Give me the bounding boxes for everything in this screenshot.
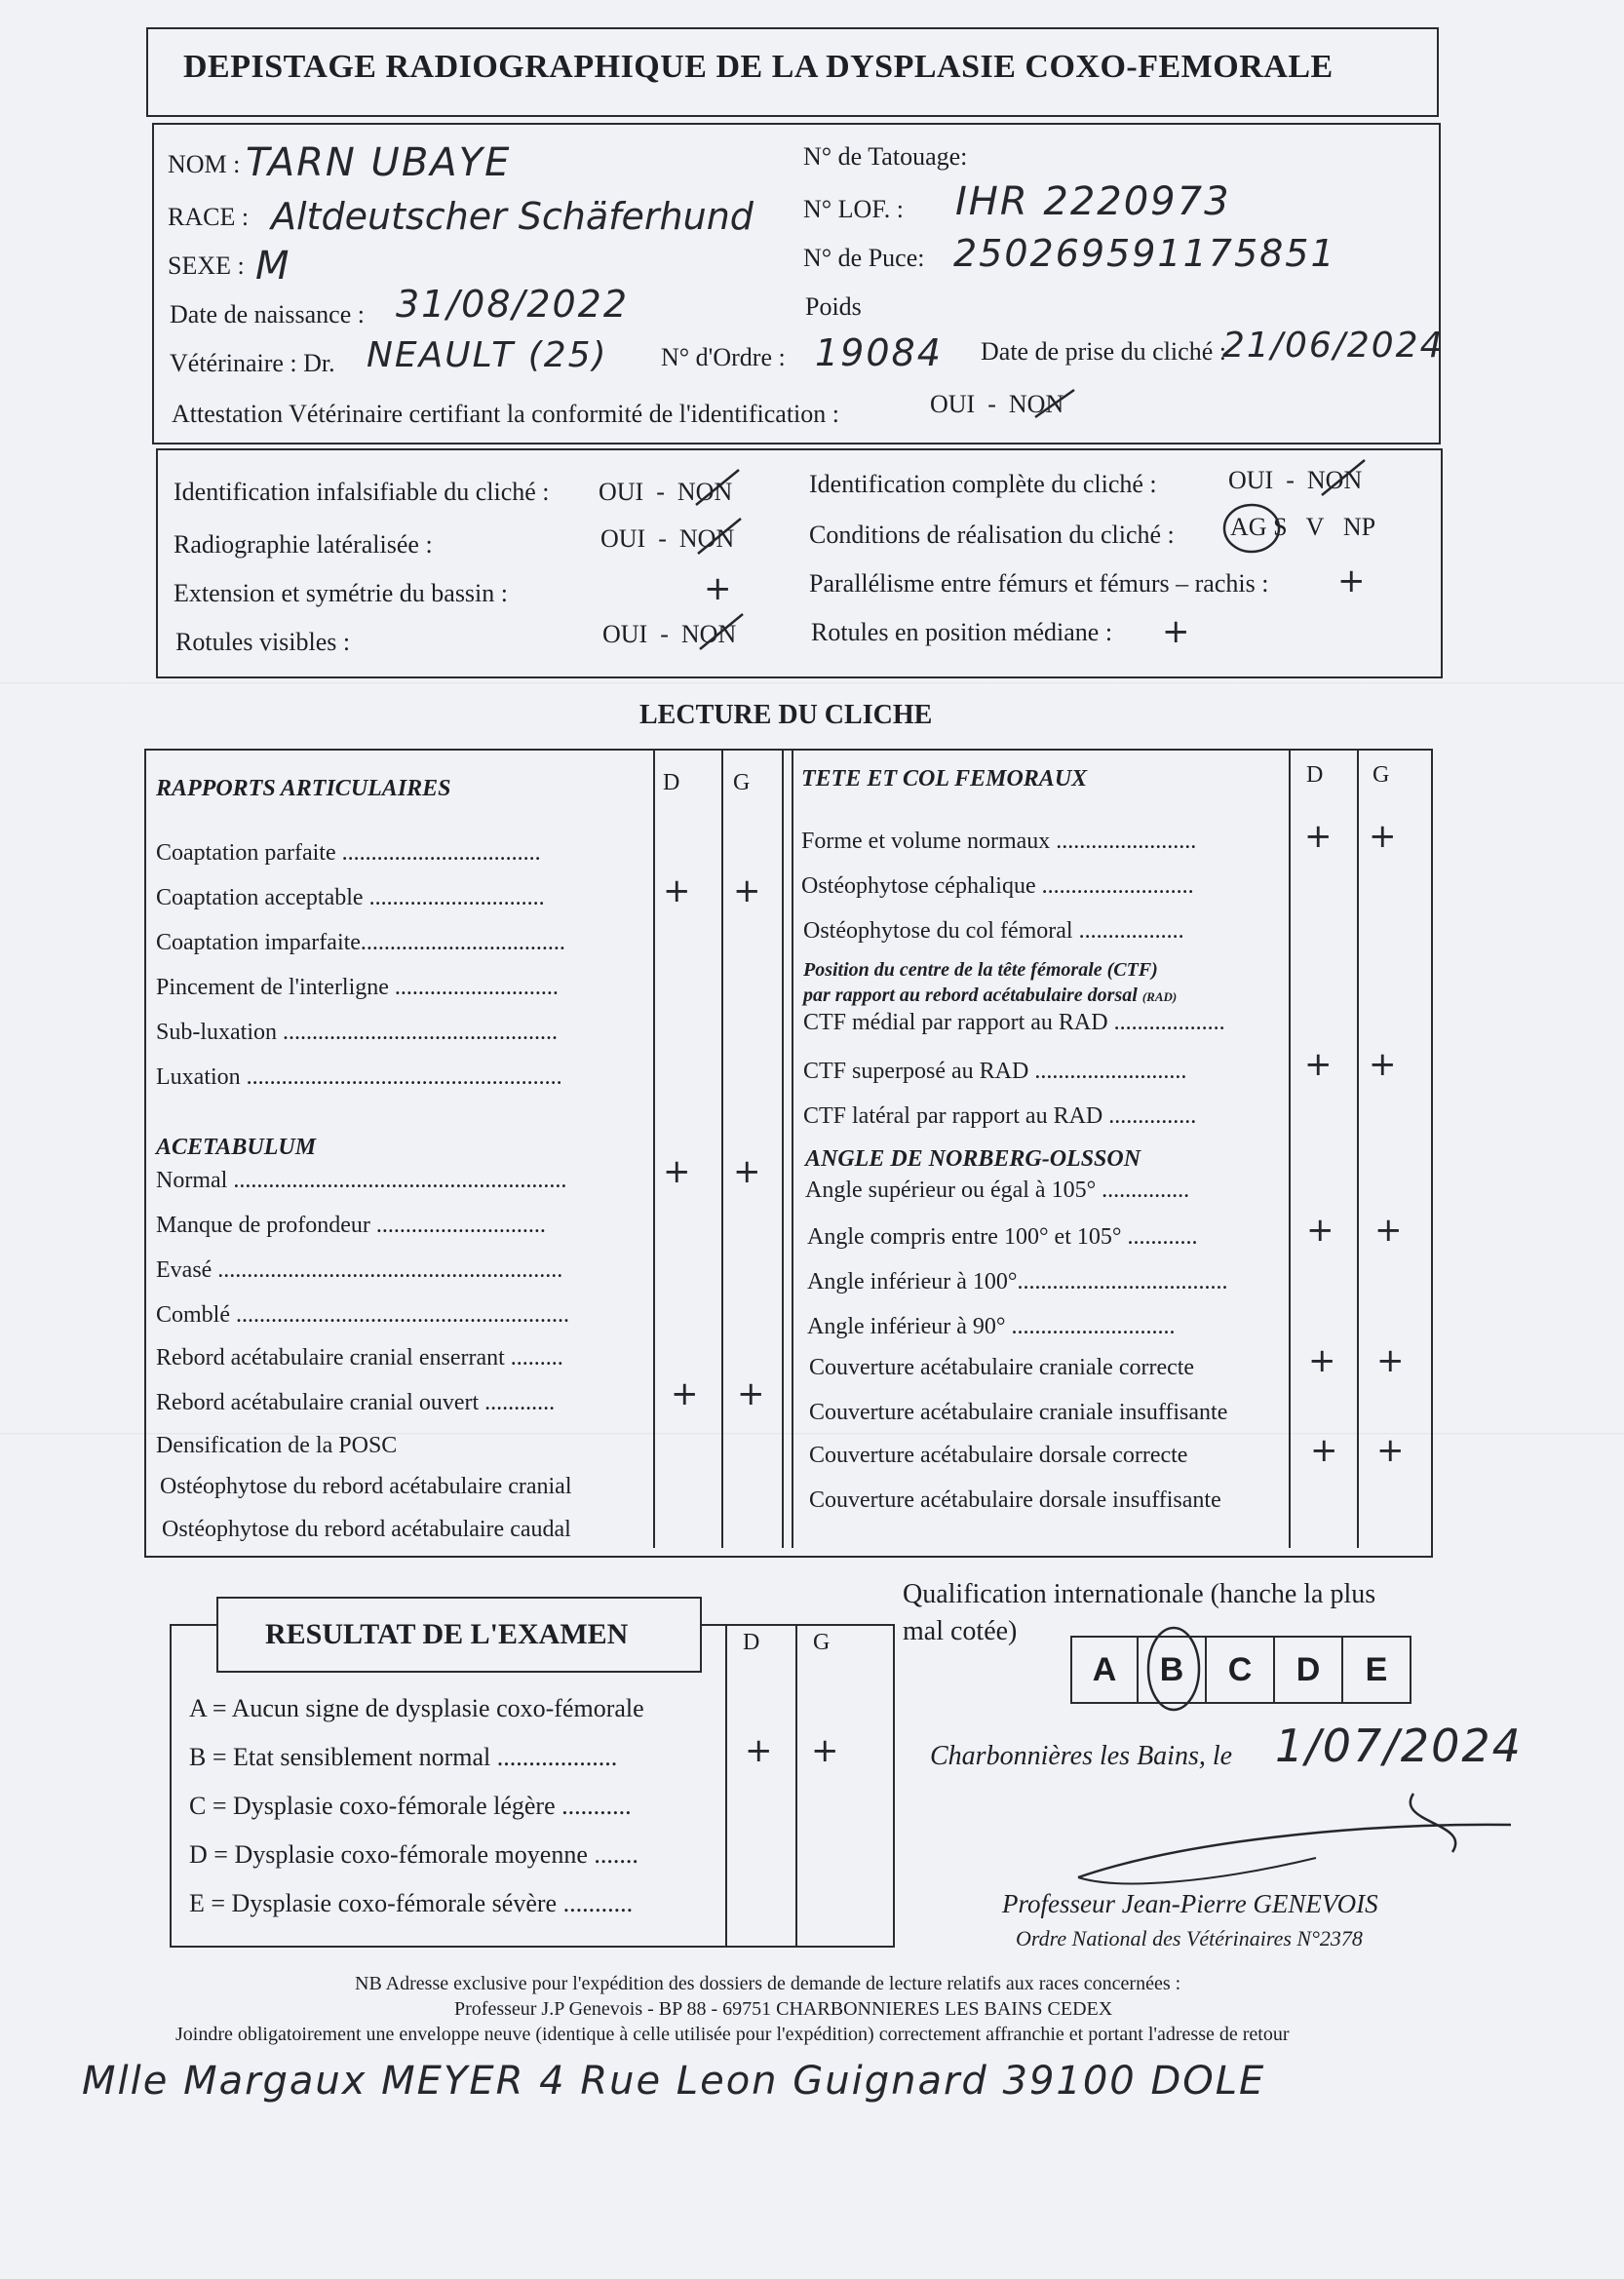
ordre-label: N° d'Ordre : xyxy=(661,343,786,371)
footer-line-1: NB Adresse exclusive pour l'expédition des dossiers de demande de lecture relatifs aux races concernées : xyxy=(355,1973,1181,1994)
vet-label: Vétérinaire : Dr. xyxy=(170,349,335,377)
list-item: Densification de la POSC xyxy=(156,1433,398,1458)
list-item: Normal ......................................................... xyxy=(156,1168,567,1193)
list-item: Angle supérieur ou égal à 105° ............... xyxy=(805,1178,1190,1203)
nom-label: NOM : xyxy=(168,150,241,178)
strike-mark-icon xyxy=(690,466,758,509)
g-mark: + xyxy=(811,1731,839,1770)
list-item: Ostéophytose céphalique .......................... xyxy=(801,873,1194,899)
list-item: Couverture acétabulaire craniale correcte xyxy=(809,1355,1195,1380)
vet-value: NEAULT (25) xyxy=(367,335,608,375)
list-item: Forme et volume normaux ........................ xyxy=(801,829,1197,854)
g-mark: + xyxy=(1374,1211,1403,1250)
d-mark: + xyxy=(663,1152,691,1191)
left-header: RAPPORTS ARTICULAIRES xyxy=(156,776,451,801)
rotules-answer: OUI - NON xyxy=(602,620,737,648)
conditions-options: AG S V NP xyxy=(1230,513,1376,541)
rotules-mediane-label: Rotules en position médiane : xyxy=(811,618,1113,646)
g-mark: + xyxy=(1369,817,1397,856)
list-item: CTF latéral par rapport au RAD ............... xyxy=(803,1103,1197,1129)
list-item: Manque de profondeur ............................. xyxy=(156,1213,546,1238)
d-mark: + xyxy=(1308,1341,1336,1380)
parallelisme-label: Parallélisme entre fémurs et fémurs – rachis : xyxy=(809,569,1269,598)
resultat-row: C = Dysplasie coxo-fémorale légère ........... xyxy=(189,1792,632,1820)
col-divider xyxy=(782,749,784,1548)
strike-mark-icon xyxy=(1027,384,1096,423)
grade-b: B xyxy=(1139,1636,1207,1704)
g-mark: + xyxy=(733,871,761,910)
page-title: DEPISTAGE RADIOGRAPHIQUE DE LA DYSPLASIE COXO-FEMORALE xyxy=(183,49,1334,85)
attestation-label: Attestation Vétérinaire certifiant la conformité de l'identification : xyxy=(172,400,840,428)
qualification-label-2: mal cotée) xyxy=(903,1616,1018,1646)
puce-value: 250269591175851 xyxy=(953,232,1336,275)
d-mark: + xyxy=(745,1731,773,1770)
list-item: Angle compris entre 100° et 105° ............ xyxy=(807,1224,1198,1250)
grade-c: C xyxy=(1207,1636,1275,1704)
col-divider xyxy=(1357,749,1359,1548)
list-item: Ostéophytose du rebord acétabulaire caudal xyxy=(162,1517,571,1542)
signature-ordre: Ordre National des Vétérinaires N°2378 xyxy=(1016,1926,1363,1951)
signature-date: 1/07/2024 xyxy=(1275,1719,1523,1772)
attestation-answer: OUI - NON xyxy=(930,390,1064,418)
signature-name: Professeur Jean-Pierre GENEVOIS xyxy=(1002,1889,1378,1918)
acetabulum-header: ACETABULUM xyxy=(156,1135,317,1160)
race-value: Altdeutscher Schäferhund xyxy=(271,195,754,238)
col-g-header: G xyxy=(733,770,751,795)
resultat-title: RESULTAT DE L'EXAMEN xyxy=(265,1618,629,1650)
resultat-row: B = Etat sensiblement normal ................... xyxy=(189,1743,618,1771)
d-mark: + xyxy=(1304,1045,1333,1084)
grade-e: E xyxy=(1343,1636,1411,1704)
list-item: CTF superposé au RAD .......................... xyxy=(803,1059,1187,1084)
d-mark: + xyxy=(1304,817,1333,856)
tatouage-label: N° de Tatouage: xyxy=(803,142,968,171)
d-mark: + xyxy=(671,1374,699,1413)
grade-d: D xyxy=(1275,1636,1343,1704)
list-item: Ostéophytose du col fémoral .................. xyxy=(803,918,1184,944)
radio-lat-answer: OUI - NON xyxy=(600,524,735,553)
signature-scribble-icon xyxy=(1063,1784,1521,1901)
g-mark: + xyxy=(1376,1341,1405,1380)
d-mark: + xyxy=(1310,1431,1338,1470)
list-item: CTF médial par rapport au RAD ................... xyxy=(803,1010,1225,1035)
return-address: Mlle Margaux MEYER 4 Rue Leon Guignard 39100 DOLE xyxy=(82,2059,1266,2104)
list-item: Couverture acétabulaire dorsale correcte xyxy=(809,1443,1188,1468)
list-item: Luxation ...................................................... xyxy=(156,1064,562,1090)
rotules-label: Rotules visibles : xyxy=(175,628,351,656)
col-divider xyxy=(653,749,655,1548)
list-item: Comblé ......................................................... xyxy=(156,1302,569,1328)
ctf-header-2: par rapport au rebord acétabulaire dorsal (RAD) xyxy=(803,985,1178,1006)
strike-mark-icon xyxy=(692,515,760,558)
col-divider xyxy=(795,1624,797,1946)
rotules-mediane-mark: + xyxy=(1162,612,1190,651)
date-cliche-label: Date de prise du cliché : xyxy=(981,337,1226,366)
lecture-title: LECTURE DU CLICHE xyxy=(639,700,933,730)
resultat-title-box xyxy=(216,1597,702,1673)
col-d-header: D xyxy=(743,1630,760,1655)
ctf-header-1: Position du centre de la tête fémorale (CTF) xyxy=(803,959,1158,981)
list-item: Pincement de l'interligne ............................ xyxy=(156,975,559,1000)
g-mark: + xyxy=(737,1374,765,1413)
sexe-label: SEXE : xyxy=(168,251,245,280)
identif-label: Identification infalsifiable du cliché : xyxy=(174,478,550,506)
parallelisme-mark: + xyxy=(1337,561,1366,600)
d-mark: + xyxy=(663,871,691,910)
g-mark: + xyxy=(1369,1045,1397,1084)
list-item: Coaptation acceptable .............................. xyxy=(156,885,545,910)
paper-fold xyxy=(0,682,1624,685)
resultat-row: D = Dysplasie coxo-fémorale moyenne ....... xyxy=(189,1840,638,1869)
radio-lat-label: Radiographie latéralisée : xyxy=(174,530,433,559)
col-divider xyxy=(725,1624,727,1946)
list-item: Couverture acétabulaire dorsale insuffisante xyxy=(809,1487,1221,1513)
col-divider xyxy=(1289,749,1291,1548)
d-mark: + xyxy=(1306,1211,1334,1250)
col-g-header: G xyxy=(813,1630,831,1655)
col-d-header: D xyxy=(663,770,680,795)
dob-label: Date de naissance : xyxy=(170,300,365,328)
conditions-label: Conditions de réalisation du cliché : xyxy=(809,521,1175,549)
identif-complete-label: Identification complète du cliché : xyxy=(809,470,1157,498)
attestation-non: NON xyxy=(1008,390,1064,418)
title-box xyxy=(146,27,1439,117)
poids-label: Poids xyxy=(805,292,862,321)
selection-circle-icon xyxy=(1139,1618,1207,1716)
extension-mark: + xyxy=(704,569,732,608)
qualification-label-1: Qualification internationale (hanche la plus xyxy=(903,1579,1376,1609)
dob-value: 31/08/2022 xyxy=(396,283,630,326)
strike-mark-icon xyxy=(1316,456,1384,499)
list-item: Evasé ........................................................... xyxy=(156,1257,563,1283)
date-cliche-value: 21/06/2024 xyxy=(1222,326,1445,366)
g-mark: + xyxy=(733,1152,761,1191)
list-item: Coaptation imparfaite................................... xyxy=(156,930,565,955)
extension-label: Extension et symétrie du bassin : xyxy=(174,579,509,607)
race-label: RACE : xyxy=(168,203,250,231)
col-divider xyxy=(792,749,793,1548)
footer-line-3: Joindre obligatoirement une enveloppe neuve (identique à celle utilisée pour l'expédition) correctement affranchie et portant l'adresse de retour xyxy=(175,2024,1290,2045)
sexe-value: M xyxy=(255,244,291,289)
list-item: Ostéophytose du rebord acétabulaire cranial xyxy=(160,1474,572,1499)
puce-label: N° de Puce: xyxy=(803,244,925,272)
right-header: TETE ET COL FEMORAUX xyxy=(801,766,1088,792)
list-item: Coaptation parfaite .................................. xyxy=(156,840,541,866)
lof-value: IHR 2220973 xyxy=(955,179,1231,224)
footer-line-2: Professeur J.P Genevois - BP 88 - 69751 CHARBONNIERES LES BAINS CEDEX xyxy=(454,1998,1113,2020)
list-item: Rebord acétabulaire cranial enserrant ......... xyxy=(156,1345,563,1371)
list-item: Rebord acétabulaire cranial ouvert ............ xyxy=(156,1390,556,1415)
col-d-header: D xyxy=(1306,762,1324,788)
grade-a: A xyxy=(1070,1636,1139,1704)
col-g-header: G xyxy=(1373,762,1390,788)
identif-complete-answer: OUI - NON xyxy=(1228,466,1363,494)
resultat-row: E = Dysplasie coxo-fémorale sévère ........... xyxy=(189,1889,634,1917)
col-divider xyxy=(721,749,723,1548)
nom-value: TARN UBAYE xyxy=(246,140,512,185)
signature-place: Charbonnières les Bains, le xyxy=(930,1741,1233,1771)
list-item: Couverture acétabulaire craniale insuffisante xyxy=(809,1400,1228,1425)
resultat-row: A = Aucun signe de dysplasie coxo-fémorale xyxy=(189,1694,644,1722)
identif-answer: OUI - NON xyxy=(599,478,733,506)
norberg-header: ANGLE DE NORBERG-OLSSON xyxy=(805,1146,1141,1172)
list-item: Angle inférieur à 90° ............................ xyxy=(807,1314,1176,1339)
g-mark: + xyxy=(1376,1431,1405,1470)
lof-label: N° LOF. : xyxy=(803,195,904,223)
ordre-value: 19084 xyxy=(815,331,943,374)
selection-circle-icon xyxy=(1220,501,1289,556)
strike-mark-icon xyxy=(694,610,762,653)
list-item: Angle inférieur à 100°.................................... xyxy=(807,1269,1228,1294)
list-item: Sub-luxation ............................................... xyxy=(156,1020,558,1045)
